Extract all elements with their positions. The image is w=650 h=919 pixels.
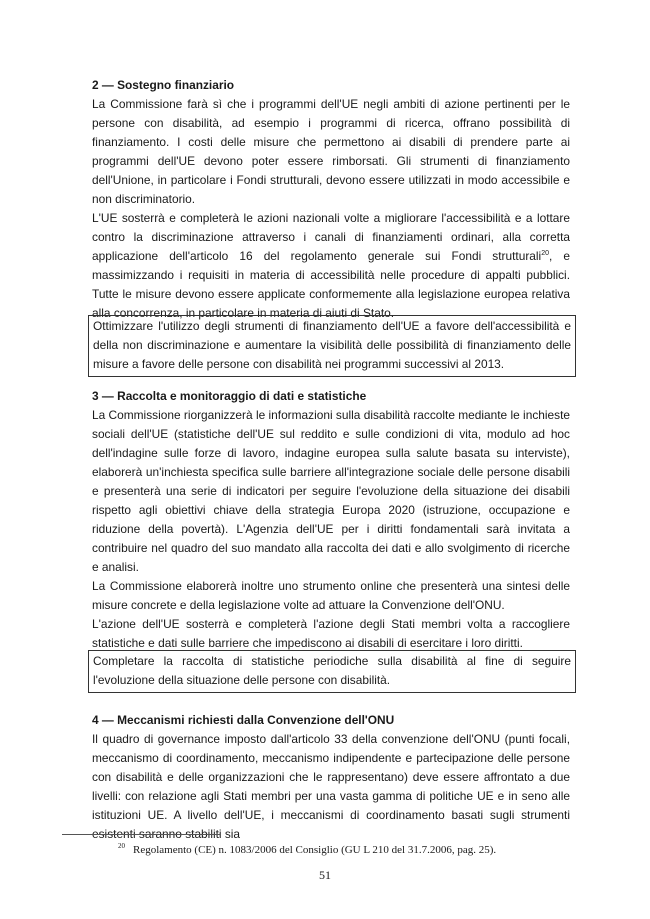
section-heading: 3 — Raccolta e monitoraggio di dati e statistiche bbox=[92, 389, 367, 403]
section-financial-support bbox=[92, 76, 570, 323]
footnote-reference[interactable]: 20 bbox=[541, 250, 549, 258]
highlight-box bbox=[88, 650, 576, 693]
highlight-box bbox=[88, 315, 576, 377]
paragraph-text: L'UE sosterrà e completerà le azioni nazionali volte a migliorare l'accessibilità e a lottare contro la discriminazione attraverso i canali di finanziamenti ordinari, alla corretta applicazione dell'articolo 16 del regolamento generale sui Fondi strutturali bbox=[92, 211, 570, 263]
paragraph: La Commissione riorganizzerà le informazioni sulla disabilità raccolte mediante le inchieste sociali dell'UE (statistiche dell'UE sul reddito e sulle condizioni di vita, modulo ad hoc dell'indagine sulle forze di lavoro, indagine europea sulla salute basata su interviste), elaborerà un'inchiesta specifica sulle barriere all'integrazione sociale delle persone disabili e presenterà una serie di indicatori per seguire l'evoluzione della situazione dei disabili rispetto agli obiettivi chiave della strategia Europa 2020 (istruzione, occupazione e riduzione della povertà). L'Agenzia dell'UE per i diritti fondamentali sarà invitata a contribuire nel quadro del suo mandato alla raccolta dei dati e allo svolgimento di ricerche e analisi. bbox=[92, 408, 570, 574]
section-data-collection bbox=[92, 387, 570, 653]
footnote bbox=[118, 843, 598, 857]
paragraph bbox=[92, 209, 570, 323]
section-un-convention-mechanisms bbox=[92, 711, 570, 844]
section-heading: 2 — Sostegno finanziario bbox=[92, 78, 235, 92]
box-text: Completare la raccolta di statistiche periodiche sulla disabilità al fine di seguire l'evoluzione della situazione delle persone con disabilità. bbox=[93, 654, 571, 687]
footnote-divider bbox=[62, 834, 220, 835]
paragraph-text: , e massimizzando i requisiti in materia di accessibilità nelle procedure di appalti pubblici. Tutte le misure devono essere applicate conformemente alla legislazione europea relativa alla concorrenza, in particolare in materia di aiuti di Stato. bbox=[92, 249, 570, 320]
footnote-text: Regolamento (CE) n. 1083/2006 del Consiglio (GU L 210 del 31.7.2006, pag. 25). bbox=[133, 844, 497, 856]
footnote-number: 20 bbox=[118, 842, 125, 851]
section-heading: 4 — Meccanismi richiesti dalla Convenzione dell'ONU bbox=[92, 713, 395, 727]
page-number: 51 bbox=[319, 868, 331, 882]
box-text: Ottimizzare l'utilizzo degli strumenti di finanziamento dell'UE a favore dell'accessibilità e della non discriminazione e aumentare la visibilità delle possibilità di finanziamento delle misure a favore delle persone con disabilità nei programmi successivi al 2013. bbox=[93, 319, 571, 371]
paragraph: La Commissione elaborerà inoltre uno strumento online che presenterà una sintesi delle misure concrete e della legislazione volte ad attuare la Convenzione dell'ONU. bbox=[92, 579, 570, 612]
paragraph: Il quadro di governance imposto dall'articolo 33 della convenzione dell'ONU (punti focali, meccanismo di coordinamento, meccanismo indipendente e partecipazione delle persone con disabilità e delle organizzazioni che le rappresentano) deve essere affrontato a due livelli: con relazione agli Stati membri per una vasta gamma di politiche UE e in seno alle istituzioni UE. A livello dell'UE, i meccanismi di coordinamento basati sugli strumenti esistenti saranno stabiliti sia bbox=[92, 732, 570, 841]
paragraph: La Commissione farà sì che i programmi dell'UE negli ambiti di azione pertinenti per le persone con disabilità, ad esempio i programmi di ricerca, offrano possibilità di finanziamento. I costi delle misure che permettono ai disabili di prendere parte ai programmi dell'UE devono poter essere rimborsati. Gli strumenti di finanziamento dell'Unione, in particolare i Fondi strutturali, devono essere utilizzati in modo accessibile e non discriminatorio. bbox=[92, 97, 570, 206]
paragraph: L'azione dell'UE sosterrà e completerà l'azione degli Stati membri volta a raccogliere statistiche e dati sulle barriere che impediscono ai disabili di esercitare i loro diritti. bbox=[92, 617, 570, 650]
